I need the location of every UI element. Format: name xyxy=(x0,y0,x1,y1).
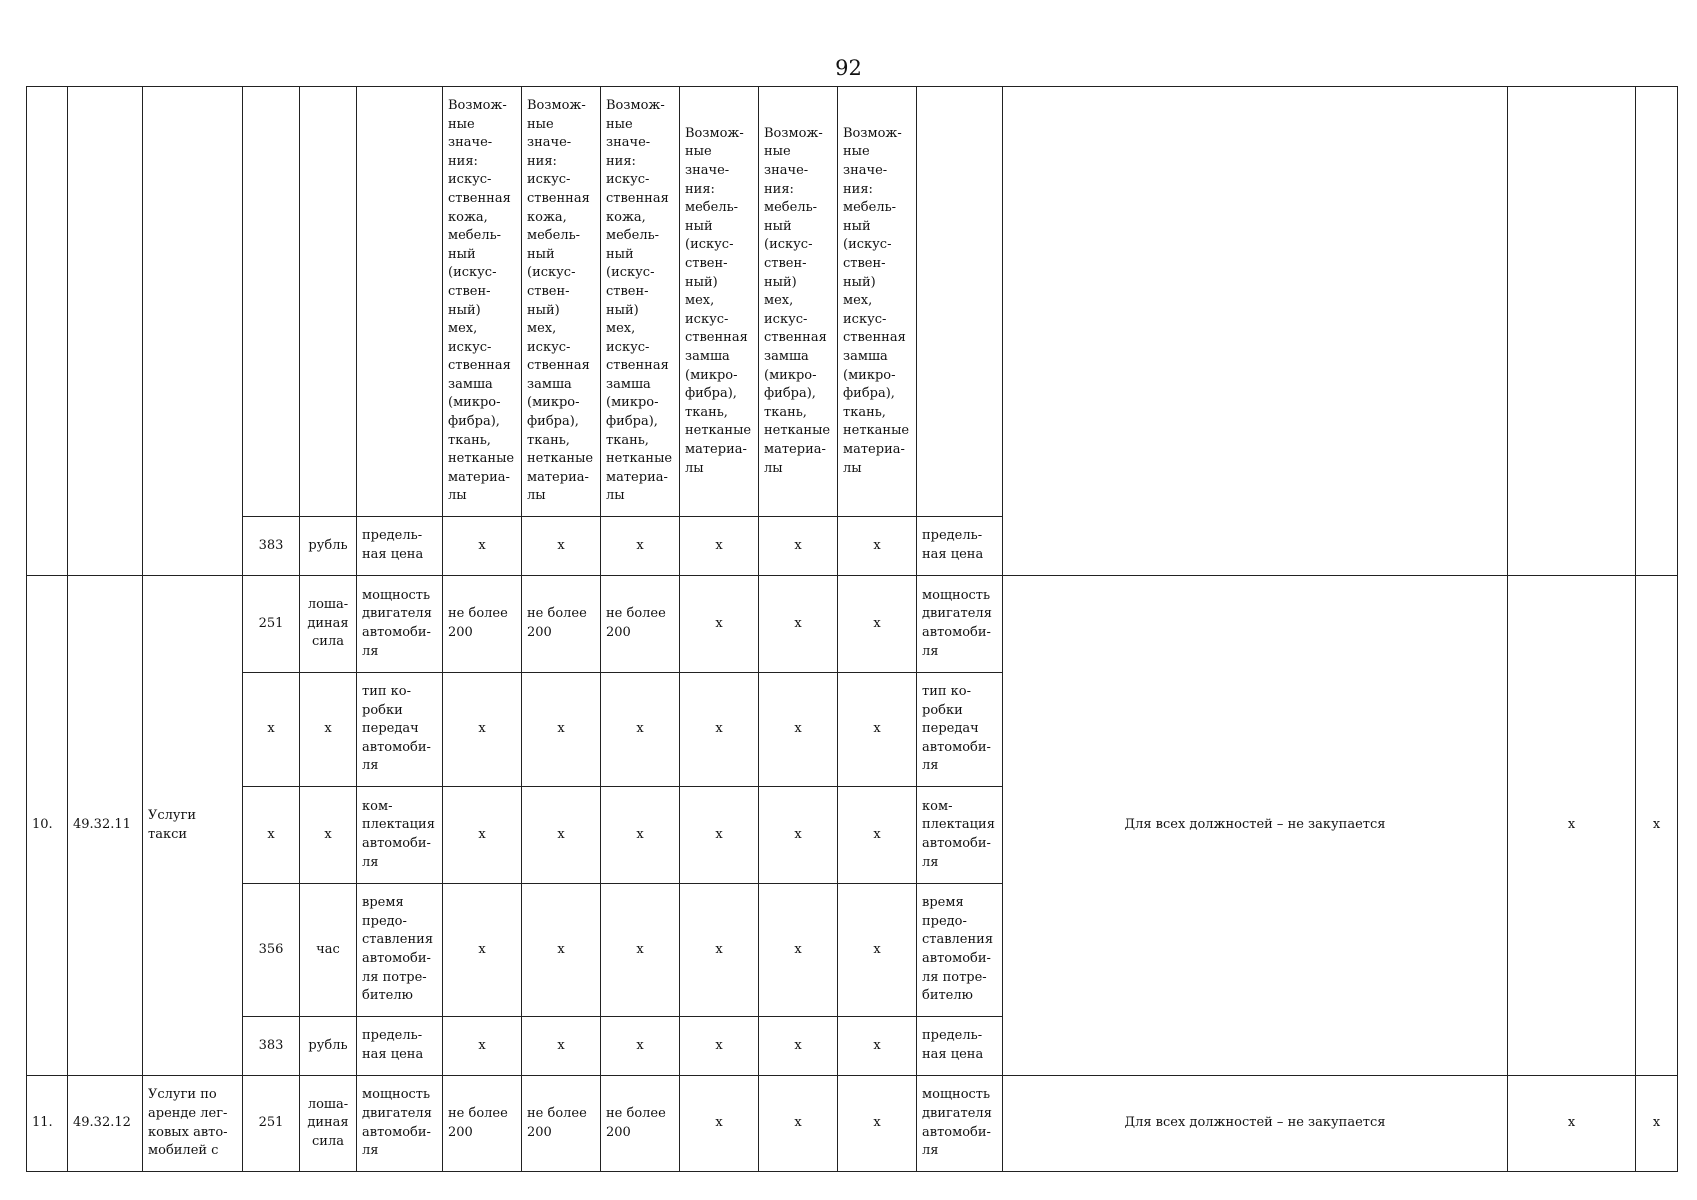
cell-characteristic-right: предель- ная цена xyxy=(917,517,1003,576)
cell-characteristic-right: время предо- ставления автомоби- ля потре- бителю xyxy=(917,884,1003,1017)
cell-code: х xyxy=(243,673,300,787)
cell-value: х xyxy=(680,1017,759,1076)
cell-value: х xyxy=(838,576,917,673)
cell-unit: рубль xyxy=(300,517,357,576)
cell-value: х xyxy=(838,673,917,787)
cell-value: х xyxy=(759,673,838,787)
cell-value: х xyxy=(601,884,680,1017)
cell-col-a: х xyxy=(1508,576,1636,1076)
cell-name-empty xyxy=(143,87,243,576)
cell-characteristic-right: ком- плектация автомоби- ля xyxy=(917,787,1003,884)
cell-value: х xyxy=(522,787,601,884)
cell-okpd: 49.32.11 xyxy=(68,576,143,1076)
cell-number: 11. xyxy=(27,1076,68,1172)
material-values-cell: Возмож- ные значе- ния: искус- ственная кожа, мебель- ный (искус- ствен- ный) мех, искус- ственная замша (микро- фибра), ткань, нетканые материа- лы xyxy=(443,87,522,517)
cell-value: х xyxy=(838,787,917,884)
cell-value: х xyxy=(601,517,680,576)
cell-value: х xyxy=(759,884,838,1017)
cell-value: х xyxy=(443,517,522,576)
cell-col-a: х xyxy=(1508,1076,1636,1172)
cell-value: х xyxy=(759,1017,838,1076)
material-values-cell: Возмож- ные значе- ния: мебель- ный (искус- ствен- ный) мех, искус- ственная замша (микро- фибра), ткань, нетканые материа- лы xyxy=(759,87,838,517)
cell-col-b-empty xyxy=(1636,87,1678,576)
cell-characteristic: мощность двигателя автомоби- ля xyxy=(357,576,443,673)
cell-note-empty xyxy=(1003,87,1508,576)
cell-characteristic: предель- ная цена xyxy=(357,517,443,576)
cell-col-b: х xyxy=(1636,576,1678,1076)
cell-value: не более 200 xyxy=(443,576,522,673)
cell-characteristic-right: мощность двигателя автомоби- ля xyxy=(917,576,1003,673)
cell-code-empty xyxy=(243,87,300,517)
cell-characteristic-empty xyxy=(357,87,443,517)
cell-code: 383 xyxy=(243,517,300,576)
cell-value: х xyxy=(838,1076,917,1172)
cell-value: х xyxy=(443,884,522,1017)
page-number: 92 xyxy=(835,56,862,80)
cell-code: 251 xyxy=(243,1076,300,1172)
cell-value: х xyxy=(522,517,601,576)
cell-code: 383 xyxy=(243,1017,300,1076)
cell-number: 10. xyxy=(27,576,68,1076)
cell-value: х xyxy=(680,576,759,673)
cell-unit: х xyxy=(300,787,357,884)
cell-value: х xyxy=(443,673,522,787)
cell-value: не более 200 xyxy=(601,576,680,673)
cell-name: Услуги такси xyxy=(143,576,243,1076)
cell-unit: лоша- диная сила xyxy=(300,576,357,673)
cell-value: х xyxy=(601,673,680,787)
material-values-cell: Возмож- ные значе- ния: искус- ственная кожа, мебель- ный (искус- ствен- ный) мех, искус- ственная замша (микро- фибра), ткань, нетканые материа- лы xyxy=(601,87,680,517)
cell-value: не более 200 xyxy=(443,1076,522,1172)
cell-okpd-empty xyxy=(68,87,143,576)
cell-characteristic: тип ко- робки передач автомоби- ля xyxy=(357,673,443,787)
cell-characteristic-right: мощность двигателя автомоби- ля xyxy=(917,1076,1003,1172)
cell-okpd: 49.32.12 xyxy=(68,1076,143,1172)
cell-value: х xyxy=(680,673,759,787)
cell-note: Для всех должностей – не закупается xyxy=(1003,1076,1508,1172)
cell-value: х xyxy=(601,1017,680,1076)
cell-value: х xyxy=(680,884,759,1017)
table-row xyxy=(27,1076,1678,1172)
cell-value: х xyxy=(443,787,522,884)
material-values-cell: Возмож- ные значе- ния: искус- ственная кожа, мебель- ный (искус- ствен- ный) мех, искус- ственная замша (микро- фибра), ткань, нетканые материа- лы xyxy=(522,87,601,517)
table-row xyxy=(27,576,1678,673)
cell-characteristic: время предо- ставления автомоби- ля потре- бителю xyxy=(357,884,443,1017)
cell-unit: час xyxy=(300,884,357,1017)
cell-value: х xyxy=(680,517,759,576)
cell-characteristic-right: тип ко- робки передач автомоби- ля xyxy=(917,673,1003,787)
cell-value: х xyxy=(759,576,838,673)
continued-row-materials xyxy=(27,87,1678,517)
cell-value: х xyxy=(759,517,838,576)
cell-characteristic-right: предель- ная цена xyxy=(917,1017,1003,1076)
cell-value: х xyxy=(838,1017,917,1076)
cell-unit-empty xyxy=(300,87,357,517)
cell-value: х xyxy=(838,517,917,576)
cell-characteristic: мощность двигателя автомоби- ля xyxy=(357,1076,443,1172)
cell-characteristic-right-empty xyxy=(917,87,1003,517)
cell-value: х xyxy=(601,787,680,884)
cell-name: Услуги по аренде лег- ковых авто- мобилей с xyxy=(143,1076,243,1172)
cell-characteristic: предель- ная цена xyxy=(357,1017,443,1076)
cell-value: х xyxy=(443,1017,522,1076)
cell-value: х xyxy=(680,1076,759,1172)
cell-code: 356 xyxy=(243,884,300,1017)
cell-value: х xyxy=(838,884,917,1017)
cell-code: х xyxy=(243,787,300,884)
cell-value: х xyxy=(759,787,838,884)
cell-unit: лоша- диная сила xyxy=(300,1076,357,1172)
cell-characteristic: ком- плектация автомоби- ля xyxy=(357,787,443,884)
cell-value: х xyxy=(759,1076,838,1172)
material-values-cell: Возмож- ные значе- ния: мебель- ный (искус- ствен- ный) мех, искус- ственная замша (микро- фибра), ткань, нетканые материа- лы xyxy=(838,87,917,517)
cell-col-a-empty xyxy=(1508,87,1636,576)
cell-number-empty xyxy=(27,87,68,576)
cell-code: 251 xyxy=(243,576,300,673)
cell-value: х xyxy=(680,787,759,884)
cell-col-b: х xyxy=(1636,1076,1678,1172)
cell-unit: рубль xyxy=(300,1017,357,1076)
cell-value: не более 200 xyxy=(522,1076,601,1172)
cell-unit: х xyxy=(300,673,357,787)
characteristics-table xyxy=(26,86,1678,1172)
cell-note: Для всех должностей – не закупается xyxy=(1003,576,1508,1076)
material-values-cell: Возмож- ные значе- ния: мебель- ный (искус- ствен- ный) мех, искус- ственная замша (микро- фибра), ткань, нетканые материа- лы xyxy=(680,87,759,517)
cell-value: х xyxy=(522,673,601,787)
cell-value: х xyxy=(522,884,601,1017)
cell-value: не более 200 xyxy=(601,1076,680,1172)
cell-value: х xyxy=(522,1017,601,1076)
cell-value: не более 200 xyxy=(522,576,601,673)
